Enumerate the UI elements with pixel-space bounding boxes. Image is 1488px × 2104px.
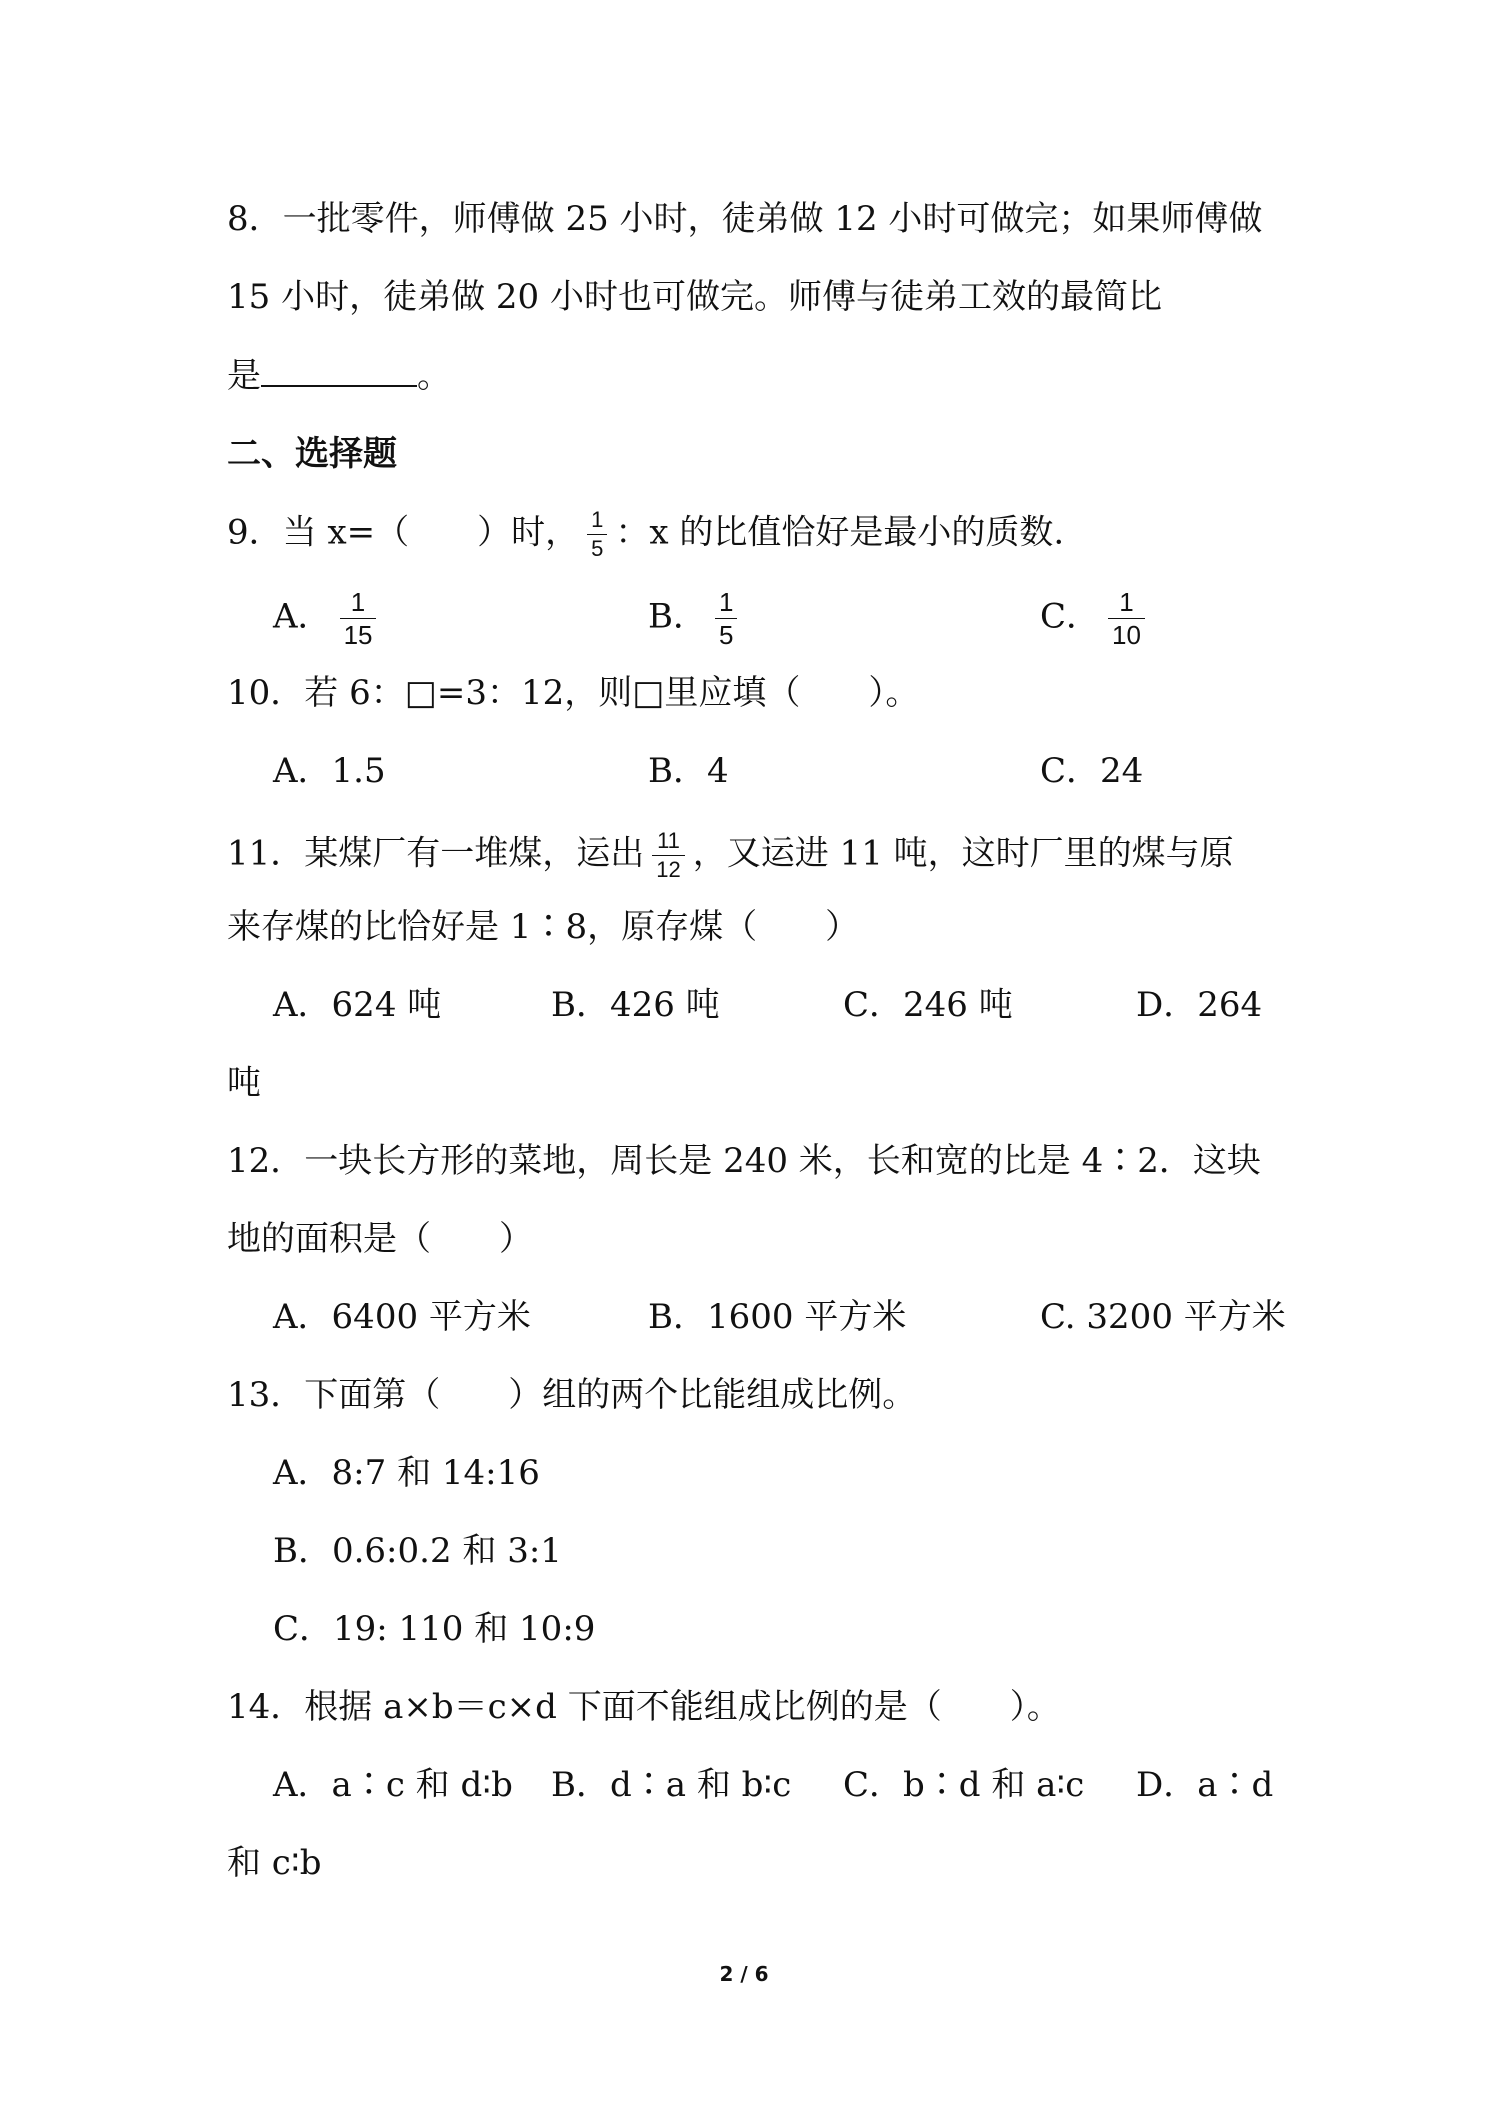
q12-option-c: C. 3200 平方米 (1040, 1297, 1286, 1337)
q9-option-b-den: 5 (715, 618, 737, 649)
q9-option-c (1040, 588, 1153, 649)
q11-frac-num: 11 (657, 828, 680, 853)
q11-fraction (652, 829, 684, 882)
q9-option-a-num: 1 (350, 587, 366, 617)
q14-option-d-wrap: 和 c∶b (227, 1843, 322, 1883)
q11-suffix: ，又运进 11 吨，这时厂里的煤与原 (692, 833, 1234, 874)
q9-option-b-label: B． (648, 596, 707, 637)
q12-stem-line-1: 12．一块长方形的菜地，周长是 240 米，长和宽的比是 4∶2．这块 (227, 1141, 1261, 1181)
q9-stem (227, 508, 1064, 561)
q8-line-3 (227, 355, 451, 396)
q9-option-c-label: C． (1040, 596, 1101, 637)
q14-stem: 14．根据 a×b＝c×d 下面不能组成比例的是（ ）。 (227, 1687, 1061, 1727)
q10-option-c: C．24 (1040, 751, 1144, 791)
q8-line-1: 8．一批零件，师傅做 25 小时，徒弟做 12 小时可做完；如果师傅做 (227, 199, 1263, 239)
q9-option-a (273, 588, 384, 649)
q9-option-a-den: 15 (340, 618, 377, 649)
q9-frac-num: 1 (591, 507, 604, 532)
q9-frac-den: 5 (587, 534, 607, 561)
q9-option-c-num: 1 (1119, 587, 1134, 617)
q9-option-b (648, 588, 745, 649)
q8-suffix: 。 (417, 356, 451, 396)
q14-option-b: B．d∶a 和 b∶c (551, 1765, 792, 1805)
q11-stem-line-2: 来存煤的比恰好是 1∶8，原存煤（ ） (227, 907, 860, 947)
q9-prefix: 9．当 x=（ ）时， (227, 512, 580, 553)
q11-option-d: D．264 (1136, 985, 1263, 1025)
q9-option-a-label: A． (273, 596, 332, 637)
q11-stem-line-1 (227, 829, 1234, 882)
q9-option-b-num: 1 (719, 587, 734, 617)
q11-option-d-wrap: 吨 (227, 1063, 261, 1103)
q9-option-c-den: 10 (1108, 618, 1145, 649)
q14-option-d: D．a∶d (1136, 1765, 1274, 1805)
q11-option-a: A．624 吨 (273, 985, 442, 1025)
q13-option-c: C．19: 110 和 10:9 (273, 1609, 596, 1649)
q13-option-b: B．0.6:0.2 和 3:1 (273, 1531, 562, 1571)
q10-option-b: B．4 (648, 751, 729, 791)
q10-stem: 10．若 6：□=3：12，则□里应填（ ）。 (227, 673, 920, 713)
page-number: 2 / 6 (719, 1962, 769, 1986)
q11-frac-den: 12 (652, 855, 684, 882)
q11-prefix: 11．某煤厂有一堆煤，运出 (227, 833, 645, 874)
q13-stem: 13．下面第（ ）组的两个比能组成比例。 (227, 1375, 917, 1415)
q9-option-c-fraction (1108, 588, 1145, 649)
q10-option-a: A．1.5 (273, 751, 386, 791)
section-title: 二、选择题 (227, 434, 397, 474)
q13-option-a: A．8:7 和 14:16 (273, 1453, 540, 1493)
q14-option-a: A．a∶c 和 d∶b (273, 1765, 513, 1805)
q8-prefix: 是 (227, 356, 261, 396)
q9-fraction (587, 508, 607, 561)
q9-option-a-fraction (340, 588, 377, 649)
q12-stem-line-2: 地的面积是（ ） (227, 1219, 533, 1259)
q8-line-2: 15 小时，徒弟做 20 小时也可做完。师傅与徒弟工效的最简比 (227, 277, 1162, 317)
q14-option-c: C．b∶d 和 a∶c (843, 1765, 1085, 1805)
q12-option-a: A．6400 平方米 (273, 1297, 531, 1337)
q12-option-b: B．1600 平方米 (648, 1297, 907, 1337)
q9-suffix: ：x 的比值恰好是最小的质数. (615, 512, 1065, 553)
q11-option-c: C．246 吨 (843, 985, 1013, 1025)
answer-blank (261, 355, 417, 387)
q9-option-b-fraction (715, 588, 737, 649)
q11-option-b: B．426 吨 (551, 985, 720, 1025)
